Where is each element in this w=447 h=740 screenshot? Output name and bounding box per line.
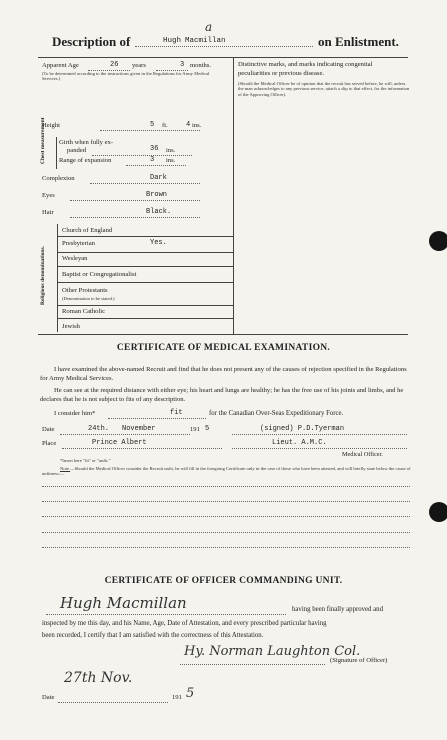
girth-value: 36 xyxy=(150,145,159,153)
chest-side-label: Chest measurement xyxy=(40,117,46,164)
form-title-left: Description of xyxy=(52,34,131,49)
medical-date-year-digit: 5 xyxy=(205,425,210,433)
consider-value: fit xyxy=(170,409,183,417)
eyes-label: Eyes xyxy=(42,192,55,199)
height-label: Height xyxy=(42,122,60,129)
medical-heading: CERTIFICATE OF MEDICAL EXAMINATION. xyxy=(116,343,331,353)
name-insert-handwritten: a xyxy=(205,20,213,34)
commanding-date-handwritten: 27th Nov. xyxy=(64,670,133,686)
height-ins-value: 4 xyxy=(186,121,191,129)
religion-other-protestants: Other Protestants xyxy=(62,287,108,294)
consider-post: for the Canadian Over-Seas Expeditionary Force. xyxy=(209,410,344,417)
medical-officer-rank: Lieut. A.M.C. xyxy=(272,439,327,447)
medical-officer-label: Medical Officer. xyxy=(342,451,383,458)
hair-label: Hair xyxy=(42,209,54,216)
months-label: months. xyxy=(190,62,212,69)
distinctive-label-2: peculiarities or previous disease. xyxy=(238,70,325,77)
recruit-name xyxy=(163,37,226,45)
girth-unit: ins. xyxy=(166,147,176,154)
medical-date-label: Date xyxy=(42,426,55,433)
medical-note xyxy=(42,466,412,477)
religion-other-note: (Denomination to be stated.) xyxy=(62,296,115,301)
distinctive-label-1: Distinctive marks, and marks indicating congenital xyxy=(238,61,373,68)
age-label: Apparent Age xyxy=(42,62,79,69)
years-label: years xyxy=(132,62,146,69)
religion-presbyterian-value: Yes. xyxy=(150,239,167,247)
religion-church-of-england: Church of England xyxy=(62,227,113,234)
punch-hole-lower xyxy=(429,502,447,522)
age-months-value: 3 xyxy=(180,61,185,69)
commanding-date-year-digit: 5 xyxy=(186,686,195,701)
medical-date-month: November xyxy=(122,425,156,433)
place-label: Place xyxy=(42,440,57,447)
medical-signed: (signed) P.D.Tyerman xyxy=(260,425,345,433)
distinctive-note: (Should the Medical Officer be of opinion that the recruit has served before, he will, unless the man acknowledges to any previous service, attach a slip to that effect, for the information of the Approving Officer). xyxy=(238,81,410,97)
note-label: Note. xyxy=(60,466,71,471)
commanding-text-1: having been finally approved and xyxy=(292,606,383,613)
medical-date-day: 24th. xyxy=(88,425,110,433)
range-value: 3 xyxy=(150,156,155,164)
religion-baptist: Baptist or Congregationalist xyxy=(62,271,137,278)
complexion-label: Complexion xyxy=(42,175,75,182)
medical-para-2: He can see at the required distance with either eye; his heart and lungs are healthy; he has the free use of his joints and limbs, and he declares that he is not subject to fits of any description. xyxy=(40,387,404,403)
range-unit: ins. xyxy=(166,157,176,164)
religion-roman-catholic: Roman Catholic xyxy=(62,308,106,315)
range-label: Range of expansion xyxy=(59,157,112,164)
name-surname: Macmillan xyxy=(185,37,226,45)
complexion-value: Dark xyxy=(150,174,167,182)
medical-date-year-pre: 191 xyxy=(190,426,200,433)
commanding-text-2: inspected by me this day, and his Name, Age, Date of Attestation, and every prescribed particular having xyxy=(42,620,327,627)
name-first: Hugh xyxy=(163,37,182,45)
place-value: Prince Albert xyxy=(92,439,147,447)
hair-value: Black. xyxy=(146,208,172,216)
height-ft-value: 5 xyxy=(150,121,155,129)
age-years-value: 26 xyxy=(110,61,119,69)
recruit-signature: Hugh Macmillan xyxy=(60,594,187,612)
commanding-date-year-pre: 191 xyxy=(172,694,182,701)
consider-pre: I consider him* xyxy=(54,410,96,417)
girth-label-2: panded xyxy=(67,147,87,154)
fit-footnote: *Insert here "fit" or "unfit." xyxy=(60,458,111,463)
commanding-date-label: Date xyxy=(42,694,55,701)
officer-signature-label: (Signature of Officer) xyxy=(330,657,388,664)
religion-side-label: Religious denominations. xyxy=(40,246,46,305)
religion-wesleyan: Wesleyan xyxy=(62,255,88,262)
ins-label: ins. xyxy=(192,122,202,129)
form-title-right: on Enlistment. xyxy=(318,34,399,49)
eyes-value: Brown xyxy=(146,191,168,199)
religion-jewish: Jewish xyxy=(62,323,80,330)
medical-para-1: I have examined the above-named Recruit and find that he does not present any of the causes of rejection specified in the Regulations for Army Medical Services. xyxy=(40,366,407,382)
note-text: —Should the Medical Officer consider the Recruit unfit, he will fill in the foregoing Certificate only in the case of those who have been attested, and will briefly state below the cause of unfitness:— xyxy=(42,466,411,477)
punch-hole-upper xyxy=(429,231,447,251)
religion-presbyterian: Presbyterian xyxy=(62,240,95,247)
ft-label: ft. xyxy=(162,122,168,129)
age-note: (To be determined according to the instructions given in the Regulations for Army Medical Services.) xyxy=(42,71,210,82)
commanding-heading: CERTIFICATE OF OFFICER COMMANDING UNIT. xyxy=(104,576,343,586)
officer-signature: Hy. Norman Laughton Col. xyxy=(184,644,361,659)
commanding-text-3: been recorded, I certify that I am satisfied with the correctness of this Attestation. xyxy=(42,632,264,639)
girth-label-1: Girth when fully ex- xyxy=(59,139,114,146)
